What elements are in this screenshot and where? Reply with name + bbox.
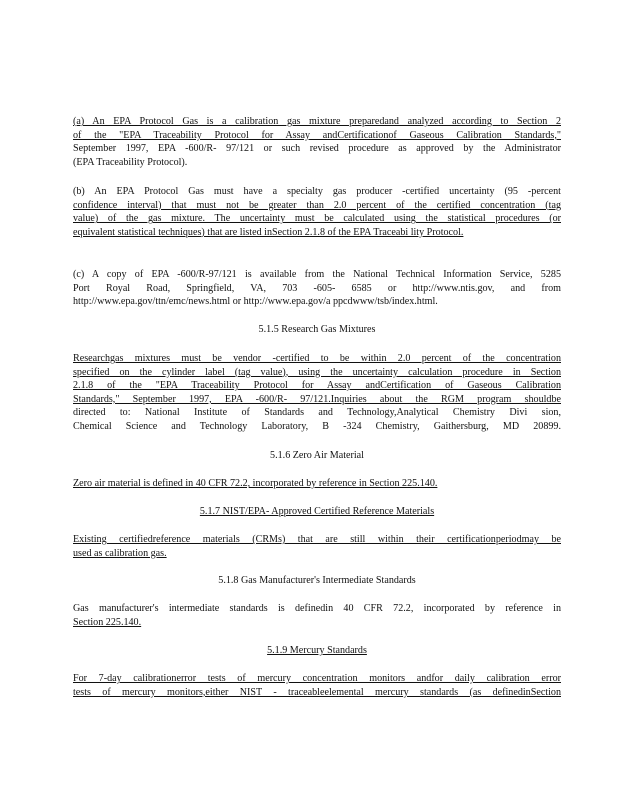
paragraph-5-1-5-line: Chemical Science and Technology Laboratory, B -324 Chemistry, Gaithersburg, MD 20899. [73, 420, 561, 432]
section-heading-5-1-9 [73, 644, 561, 658]
paragraph-5-1-8-line: Gas manufacturer's intermediate standards is definedin 40 CFR 72.2, incorporated by reference in [73, 603, 561, 614]
paragraph-5-1-8 [73, 602, 561, 629]
paragraph-5-1-5-line: 2.1.8 of the "EPA Traceability Protocol for Assay andCertification of Gaseous Calibration [73, 380, 561, 392]
section-heading-5-1-8: 5.1.8 Gas Manufacturer's Intermediate Standards [218, 575, 416, 586]
paragraph-5-1-5 [73, 352, 561, 434]
paragraph-b-line: equivalent statistical techniques) that are listed inSection 2.1.8 of the EPA Traceabi lity Protocol. [73, 226, 464, 238]
paragraph-b-line: (b) An EPA Protocol Gas must have a specialty gas producer -certified uncertainty (95 -percent [73, 186, 561, 197]
section-heading-5-1-6: 5.1.6 Zero Air Material [270, 450, 364, 461]
paragraph-b-line: confidence interval) that must not be greater than 2.0 percent of the certified concentration (tag [73, 199, 561, 211]
paragraph-c-line: http://www.epa.gov/ttn/emc/news.html or http://www.epa.gov/a ppcdwww/tsb/index.html. [73, 296, 438, 308]
paragraph-5-1-7-line: used as calibration gas. [73, 547, 167, 559]
paragraph-b-line: value) of the gas mixture. The uncertainty must be calculated using the statistical procedures (or [73, 213, 561, 225]
paragraph-a-line: (a) An EPA Protocol Gas is a calibration gas mixture preparedand analyzed according to Section 2 [73, 116, 561, 127]
paragraph-5-1-9-line: tests of mercury monitors,either NIST - traceableelemental mercury standards (as definedinSection [73, 686, 561, 698]
paragraph-c-line: Port Royal Road, Springfield, VA, 703 -605- 6585 or http://www.ntis.gov, and from [73, 282, 561, 294]
paragraph-a-line: (EPA Traceability Protocol). [73, 156, 188, 168]
paragraph-b [73, 185, 561, 239]
paragraph-a-line: September 1997, EPA -600/R- 97/121 or such revised procedure as approved by the Administrator [73, 143, 561, 155]
paragraph-5-1-7-line: Existing certifiedreference materials (CRMs) that are still within their certificationperiodmay be [73, 534, 561, 545]
section-heading-5-1-9-text: 5.1.9 Mercury Standards [267, 645, 367, 656]
paragraph-5-1-6 [73, 477, 561, 491]
paragraph-5-1-7 [73, 533, 561, 560]
paragraph-5-1-6-line: Zero air material is defined in 40 CFR 72.2, incorporated by reference in Section 225.140. [73, 478, 438, 489]
paragraph-5-1-5-line: Standards," September 1997, EPA -600/R- 97/121.Inquiries about the RGM program shouldbe [73, 393, 561, 405]
section-heading-5-1-7-text: 5.1.7 NIST/EPA- Approved Certified Reference Materials [199, 506, 435, 517]
paragraph-5-1-5-line: specified on the cylinder label (tag value), using the uncertainty calculation procedure in Section [73, 366, 561, 378]
paragraph-5-1-9 [73, 672, 561, 699]
paragraph-c [73, 268, 561, 309]
section-heading-5-1-5: 5.1.5 Research Gas Mixtures [258, 324, 376, 335]
paragraph-a-line: of the "EPA Traceability Protocol for Assay andCertificationof Gaseous Calibration Standards," [73, 129, 561, 141]
paragraph-5-1-9-line: For 7-day calibrationerror tests of mercury concentration monitors andfor daily calibration error [73, 673, 561, 684]
section-heading-5-1-7 [73, 505, 561, 519]
paragraph-5-1-5-line: Researchgas mixtures must be vendor -certified to be within 2.0 percent of the concentration [73, 353, 561, 364]
paragraph-5-1-5-line: directed to: National Institute of Standards and Technology,Analytical Chemistry Divi sion, [73, 407, 561, 419]
paragraph-a [73, 115, 561, 169]
paragraph-5-1-8-line: Section 225.140. [73, 616, 142, 628]
paragraph-c-line: (c) A copy of EPA -600/R-97/121 is available from the National Technical Information Service, 5285 [73, 269, 561, 280]
